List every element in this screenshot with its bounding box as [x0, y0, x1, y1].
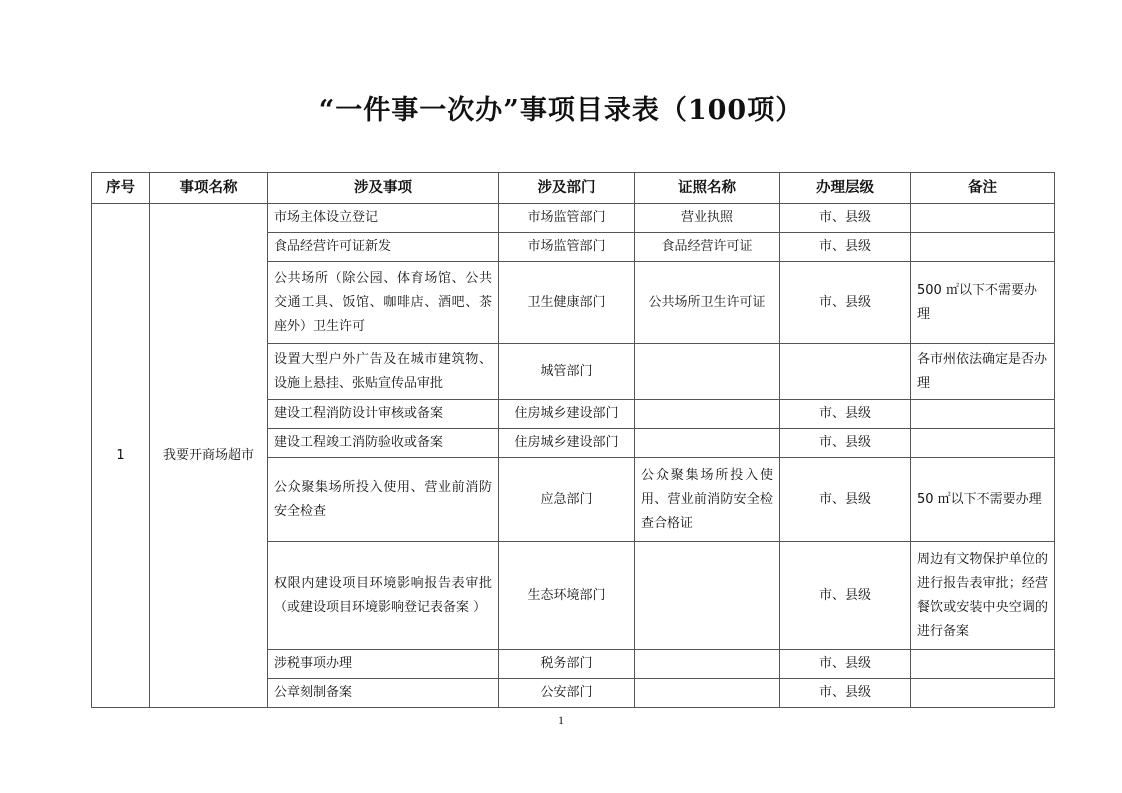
license-cell — [635, 429, 780, 458]
col-header: 涉及事项 — [268, 173, 499, 204]
license-cell: 公众聚集场所投入使用、营业前消防安全检查合格证 — [635, 458, 780, 542]
item-cell: 建设工程竣工消防验收或备案 — [268, 429, 499, 458]
license-cell: 营业执照 — [635, 204, 780, 233]
level-cell: 市、县级 — [780, 262, 911, 344]
catalog-table — [91, 172, 1055, 708]
note-cell: 各市州依法确定是否办理 — [911, 344, 1055, 400]
level-cell: 市、县级 — [780, 429, 911, 458]
dept-cell: 公安部门 — [499, 679, 635, 708]
item-cell: 权限内建设项目环境影响报告表审批（或建设项目环境影响登记表备案 ） — [268, 542, 499, 650]
seq-cell: 1 — [92, 204, 150, 708]
level-cell: 市、县级 — [780, 233, 911, 262]
note-cell: 50 ㎡以下不需要办理 — [911, 458, 1055, 542]
level-cell: 市、县级 — [780, 542, 911, 650]
license-cell: 公共场所卫生许可证 — [635, 262, 780, 344]
col-header: 备注 — [911, 173, 1055, 204]
dept-cell: 住房城乡建设部门 — [499, 429, 635, 458]
header-row — [92, 173, 1055, 204]
item-name-cell: 我要开商场超市 — [150, 204, 268, 708]
license-cell — [635, 400, 780, 429]
note-cell — [911, 233, 1055, 262]
item-cell: 建设工程消防设计审核或备案 — [268, 400, 499, 429]
dept-cell: 生态环境部门 — [499, 542, 635, 650]
col-header: 序号 — [92, 173, 150, 204]
item-cell: 设置大型户外广告及在城市建筑物、设施上悬挂、张贴宣传品审批 — [268, 344, 499, 400]
note-cell — [911, 204, 1055, 233]
level-cell: 市、县级 — [780, 204, 911, 233]
license-cell — [635, 344, 780, 400]
dept-cell: 税务部门 — [499, 650, 635, 679]
note-cell: 周边有文物保护单位的进行报告表审批；经营餐饮或安装中央空调的进行备案 — [911, 542, 1055, 650]
license-cell: 食品经营许可证 — [635, 233, 780, 262]
col-header: 证照名称 — [635, 173, 780, 204]
license-cell — [635, 650, 780, 679]
note-cell — [911, 400, 1055, 429]
item-cell: 公共场所（除公园、体育场馆、公共交通工具、饭馆、咖啡店、酒吧、茶座外）卫生许可 — [268, 262, 499, 344]
level-cell: 市、县级 — [780, 400, 911, 429]
col-header: 涉及部门 — [499, 173, 635, 204]
page-number: 1 — [558, 713, 564, 727]
license-cell — [635, 542, 780, 650]
col-header: 办理层级 — [780, 173, 911, 204]
dept-cell: 城管部门 — [499, 344, 635, 400]
item-cell: 食品经营许可证新发 — [268, 233, 499, 262]
item-cell: 市场主体设立登记 — [268, 204, 499, 233]
item-cell: 公章刻制备案 — [268, 679, 499, 708]
item-cell: 涉税事项办理 — [268, 650, 499, 679]
note-cell — [911, 429, 1055, 458]
note-cell — [911, 679, 1055, 708]
level-cell: 市、县级 — [780, 458, 911, 542]
dept-cell: 应急部门 — [499, 458, 635, 542]
license-cell — [635, 679, 780, 708]
page-title: “一件事一次办”事项目录表（100项） — [318, 95, 804, 126]
dept-cell: 市场监管部门 — [499, 233, 635, 262]
table-row — [92, 204, 1055, 233]
level-cell: 市、县级 — [780, 679, 911, 708]
level-cell: 市、县级 — [780, 650, 911, 679]
dept-cell: 住房城乡建设部门 — [499, 400, 635, 429]
note-cell: 500 ㎡以下不需要办理 — [911, 262, 1055, 344]
item-cell: 公众聚集场所投入使用、营业前消防安全检查 — [268, 458, 499, 542]
col-header: 事项名称 — [150, 173, 268, 204]
dept-cell: 卫生健康部门 — [499, 262, 635, 344]
level-cell — [780, 344, 911, 400]
note-cell — [911, 650, 1055, 679]
dept-cell: 市场监管部门 — [499, 204, 635, 233]
